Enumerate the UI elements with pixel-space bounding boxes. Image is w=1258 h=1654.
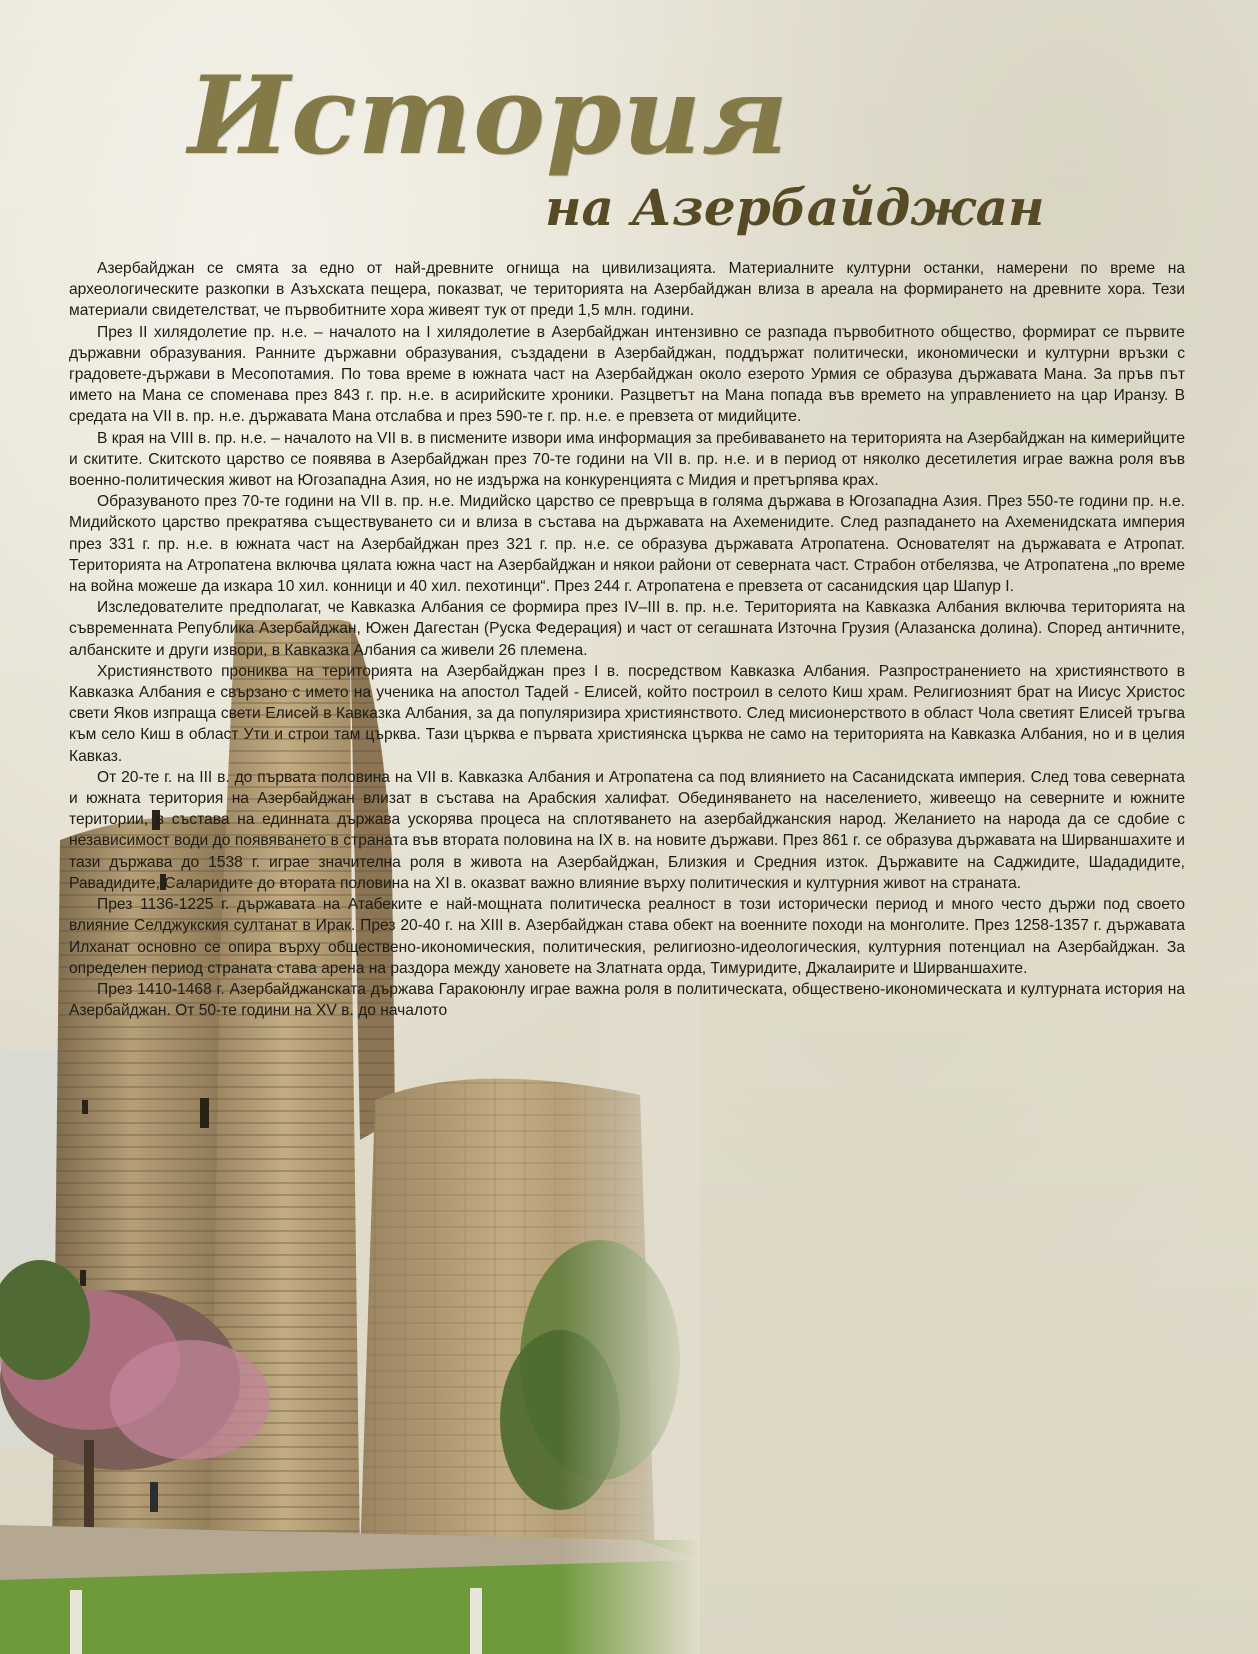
paragraph-7: От 20-те г. на III в. до първата половина на VII в. Кавказка Албания и Атропатена са под влиянието на Сасанидската империя. След това северната и южната територия на Азербайджан влизат в състава на Арабския халифат. Обединяването на населението, живеещо на северните и южните територии, в състава на единната държава ускорява процеса на сплотяването на азербайджанския народ. Желанието на народа да се сдобие с независимост води до появяването в страната във втората половина на IX в. на новите държави. През 861 г. се образува държавата на Ширваншахите и тази държава до 1538 г. играе значителна роля в живота на Азербайджан, Близкия и Средния изток. Държавите на Саджидите, Шададидите, Равадидите, Саларидите до втората половина на XI в. оказват важно влияние върху политическия и културния живот на страната. [69,768,1185,892]
paragraph-9: През 1410-1468 г. Азербайджанската държава Гаракоюнлу играе важна роля в политическата, обществено-икономическата и културната история на Азербайджан. От 50-те години на XV в. до началото [69,980,1185,1020]
page-title: История [188,53,790,179]
paragraph-2: През II хилядолетие пр. н.е. – началото на I хилядолетие в Азербайджан интензивно се разпада първобитното общество, формират се първите държавни образувания. Ранните държавни образувания, създадени в Азербайджан, поддържат политически, икономически и културни връзки с градовете-държави в Месопотамия. По това време в южната част на Азербайджан около езерото Урмия се образува държавата Мана. За пръв път името на Мана се споменава през 843 г. пр. н.е. в асирийските хроники. Разцветът на Мана попада във времето на управлението на цар Иранзу. В средата на VII в. пр. н.е. държавата Мана отслабва и през 590-те г. пр. н.е. е превзета от мидийците. [69,323,1185,426]
paragraph-8: През 1136-1225 г. държавата на Атабеките е най-мощната политическа реалност в този исторически период и много често държи под своето влияние Селджукския султанат в Ирак. През 20-40 г. на XIII в. Азербайджан става обект на военните походи на монголите. През 1258-1357 г. държавата Илханат основно се опира върху обществено-икономическия, политическия, религиозно-идеологическия, културния потенциал на Азербайджан. За определен период страната става арена на раздора между хановете на Златната орда, Тимуридите, Джалаиритe и Ширваншахите. [69,896,1185,977]
article-body [69,258,1185,1654]
page-subtitle: на Азербайджан [545,178,1045,237]
paragraph-1: Азербайджан се смята за едно от най-древните огнища на цивилизацията. Материалните културни останки, намерени по време на археологическите разкопки в Азъхската пещера, показват, че територията на Азербайджан влиза в ареала на формирането на древните хора. Тези материали свидетелстват, че първобитните хора живеят тук от преди 1,5 млн. години. [69,260,1185,320]
paragraph-3: В края на VIII в. пр. н.е. – началото на VII в. в писмените извори има информация за пребиваването на територията на Азербайджан на кимерийците и скитите. Скитското царство се появява в Азербайджан през 70-те години на VII в. пр. н.е. и в период от няколко десетилетия играе важна роля във военно-политическия живот на Югозападна Азия, но не издържа на конкуренцията с Мидия и претърпява крах. [69,429,1185,490]
paragraph-5: Изследователите предполагат, че Кавказка Албания се формира през IV–III в. пр. н.е. Територията на Кавказка Албания включва територията на съвременната Република Азербайджан, Южен Дагестан (Руска Федерация) и част от сегашната Източна Грузия (Алазанска долина). Според античните, албанските и други извори, в Кавказка Албания са живели 26 племена. [69,599,1185,659]
paragraph-4: Образуваното през 70-те години на VII в. пр. н.е. Мидийско царство се превръща в голяма държава в Югозападна Азия. През 550-те години пр. н.е. Мидийското царство прекратява съществуването си и влиза в състава на държавата на Ахеменидите. След разпадането на Ахеменидската империя през 331 г. пр. н.е. в южната част на Азербайджан през 321 г. пр. н.е. се образува държавата Атропатена. Основателят на държавата е Атропат. Територията на Атропатена включва цялата южна част на Азербайджан и някои райони от северната част. Страбон отбелязва, че Атропатена „по време на война можеше да изкара 10 хил. конници и 40 хил. пехотинци“. През 244 г. Атропатена е превзета от сасанидския цар Шапур I. [69,493,1185,596]
paragraph-6: Християнството прониква на територията на Азербайджан през I в. посредством Кавказка Албания. Разпространението на християнството в Кавказка Албания е свързано с името на ученика на апостол Тадей - Елисей, който построил в селото Киш храм. Религиозният брат на Иисус Христос свети Яков изпраща свети Елисей в Кавказка Албания, за да популяризира християнството. След мисионерството в област Чола светият Елисей тръгва към село Киш в област Ути и строи там църква. Тази църква е първата християнска църква не само на територията на Кавказка Албания, но и в целия Кавказ. [69,662,1185,765]
